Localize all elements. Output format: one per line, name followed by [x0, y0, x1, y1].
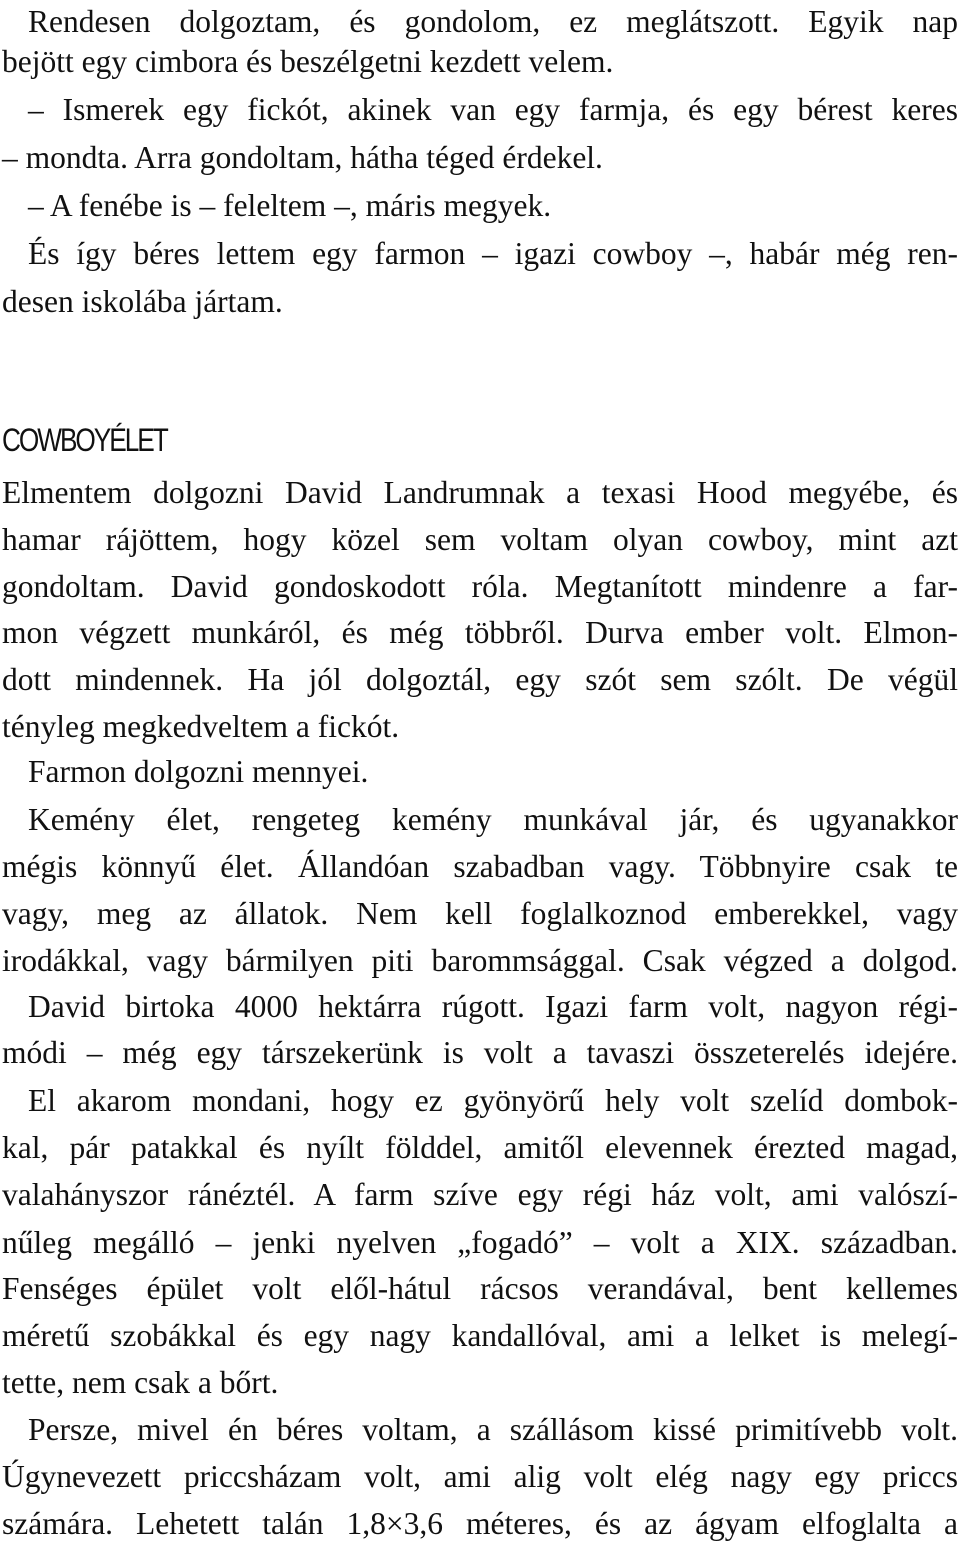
- text-line: bejött egy cimbora és beszélgetni kezdett velem.: [2, 44, 614, 79]
- text-line: És így béres lettem egy farmon – igazi cowboy –, habár még ren-: [28, 236, 958, 271]
- text-line: valahányszor ránéztél. A farm szíve egy régi ház volt, ami valószí-: [2, 1177, 958, 1212]
- text-line: tényleg megkedveltem a fickót.: [2, 709, 400, 744]
- text-line: mégis könnyű élet. Állandóan szabadban vagy. Többnyire csak te: [2, 849, 958, 884]
- text-line: vagy, meg az állatok. Nem kell foglalkoznod emberekkel, vagy: [2, 896, 958, 931]
- text-line: nűleg megálló – jenki nyelven „fogadó” – volt a XIX. században.: [2, 1225, 958, 1260]
- text-line: Rendesen dolgoztam, és gondolom, ez meglátszott. Egyik nap: [28, 4, 958, 39]
- text-line: – mondta. Arra gondoltam, hátha téged érdekel.: [2, 140, 603, 175]
- section-heading: COWBOYÉLET: [2, 422, 167, 458]
- text-line: – Ismerek egy fickót, akinek van egy farmja, és egy bérest keres: [28, 92, 958, 127]
- text-line: számára. Lehetett talán 1,8×3,6 méteres, és az ágyam elfoglalta a: [2, 1506, 958, 1541]
- text-line: hamar rájöttem, hogy közel sem voltam olyan cowboy, mint azt: [2, 522, 958, 557]
- text-line: Persze, mivel én béres voltam, a szállásom kissé primitívebb volt.: [28, 1412, 958, 1447]
- text-line: Kemény élet, rengeteg kemény munkával jár, és ugyanakkor: [28, 802, 958, 837]
- text-line: módi – még egy társzekerünk is volt a tavaszi összeterelés idejére.: [2, 1035, 958, 1070]
- text-line: Farmon dolgozni mennyei.: [28, 754, 369, 789]
- text-line: méretű szobákkal és egy nagy kandallóval, ami a lelket is melegí-: [2, 1318, 958, 1353]
- text-line: dott mindennek. Ha jól dolgoztál, egy szót sem szólt. De végül: [2, 662, 958, 697]
- text-line: Elmentem dolgozni David Landrumnak a texasi Hood megyébe, és: [2, 475, 958, 510]
- text-line: gondoltam. David gondoskodott róla. Megtanított mindenre a far-: [2, 569, 958, 604]
- text-line: desen iskolába jártam.: [2, 284, 283, 319]
- text-line: Úgynevezett priccsházam volt, ami alig volt elég nagy egy priccs: [2, 1459, 958, 1494]
- text-line: – A fenébe is – feleltem –, máris megyek.: [28, 188, 552, 223]
- text-line: El akarom mondani, hogy ez gyönyörű hely volt szelíd dombok-: [28, 1083, 958, 1118]
- text-line: irodákkal, vagy bármilyen piti barommsággal. Csak végzed a dolgod.: [2, 943, 958, 978]
- text-line: Fenséges épület volt elől-hátul rácsos verandával, bent kellemes: [2, 1271, 958, 1306]
- text-line: mon végzett munkáról, és még többről. Durva ember volt. Elmon-: [2, 615, 958, 650]
- text-line: tette, nem csak a bőrt.: [2, 1365, 279, 1400]
- text-line: kal, pár patakkal és nyílt földdel, amitől elevennek érezted magad,: [2, 1130, 958, 1165]
- text-line: David birtoka 4000 hektárra rúgott. Igazi farm volt, nagyon régi-: [28, 989, 958, 1024]
